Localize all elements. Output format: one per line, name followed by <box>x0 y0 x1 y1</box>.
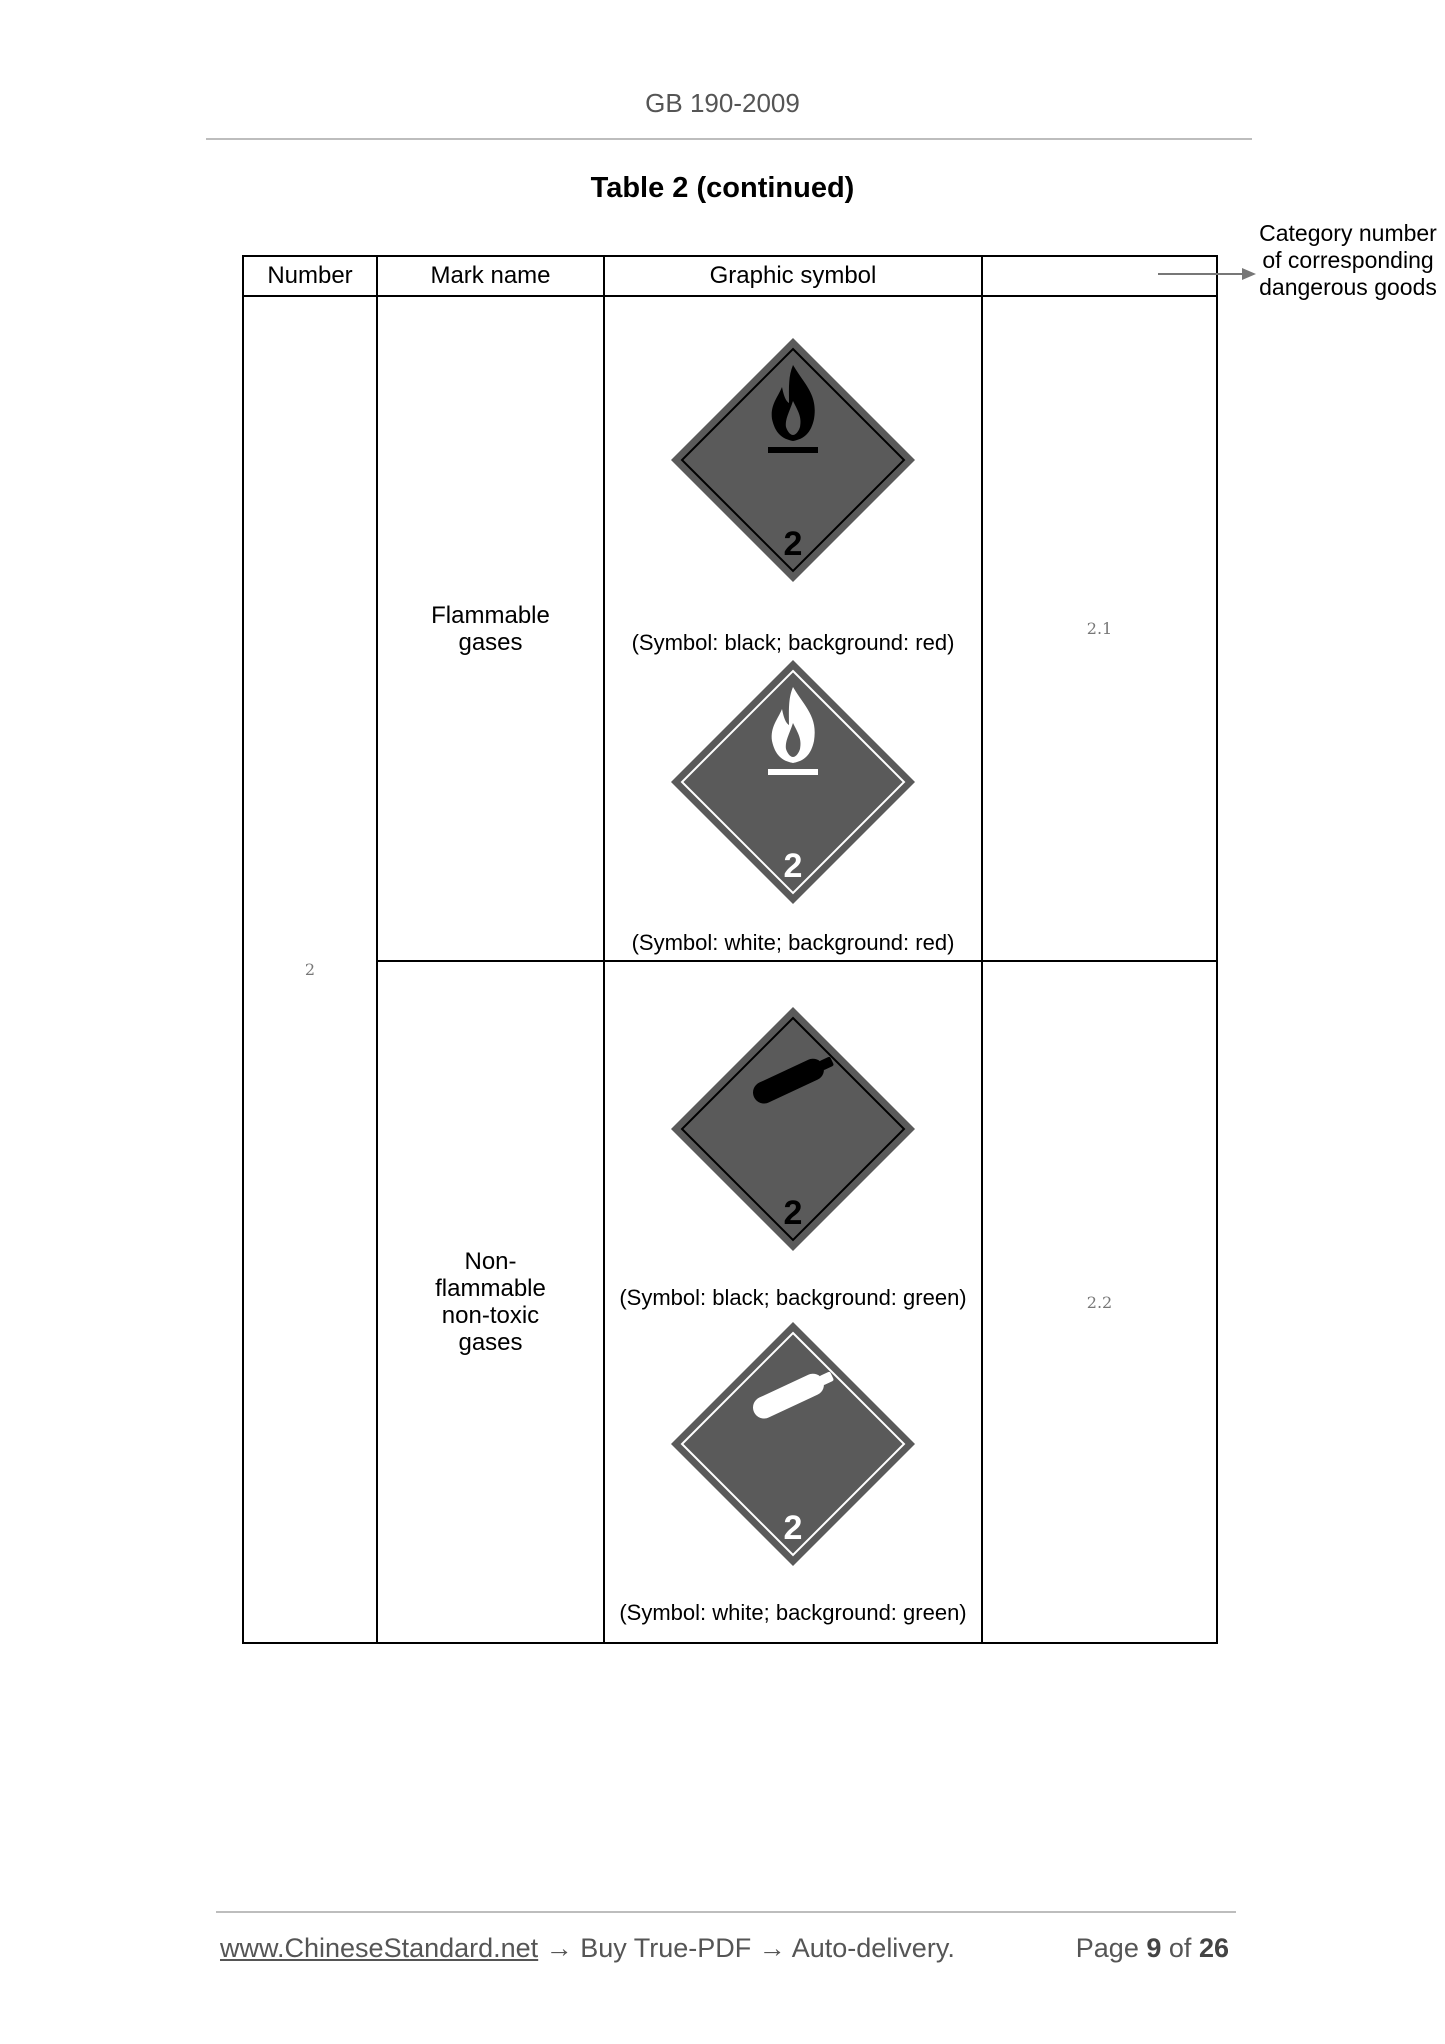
number-value: 2 <box>304 960 316 979</box>
page-label: Page <box>1075 1933 1139 1963</box>
category-cell <box>982 961 1217 1643</box>
symbol-caption: (Symbol: black; background: green) <box>619 1285 967 1310</box>
hazard-diamond-nonflammable-white <box>668 1319 918 1569</box>
mark-name-cell <box>377 296 604 961</box>
table-row <box>243 296 1217 961</box>
symbol-caption: (Symbol: white; background: red) <box>631 930 955 955</box>
symbol-caption: (Symbol: black; background: red) <box>631 630 955 655</box>
table-header-row <box>243 256 1217 296</box>
class-number-label: 2 <box>783 1194 803 1232</box>
arrow-right-icon <box>1158 266 1258 282</box>
mark-name-text: Flammable gases <box>431 601 550 656</box>
page-current: 9 <box>1146 1933 1162 1963</box>
class-number-label: 2 <box>783 1509 803 1547</box>
class-number-label: 2 <box>783 847 803 885</box>
hazard-diamond-flammable-black <box>668 335 918 585</box>
page-total: 26 <box>1198 1933 1229 1963</box>
website-link[interactable]: www.ChineseStandard.net <box>220 1933 539 1963</box>
page-indicator <box>1076 1933 1229 1964</box>
footer-divider <box>216 1911 1236 1913</box>
table-title: Table 2 (continued) <box>590 172 855 204</box>
graphic-symbol-cell <box>604 961 982 1643</box>
column-header-graphic-symbol: Graphic symbol <box>604 256 982 296</box>
header-divider <box>206 138 1252 140</box>
footer-promo <box>220 1933 955 1964</box>
class-number-label: 2 <box>783 525 803 563</box>
document-id-header: GB 190-2009 <box>645 88 800 118</box>
dangerous-goods-marks-table <box>242 255 1218 1644</box>
column-header-mark-name: Mark name <box>377 256 604 296</box>
table-row <box>243 961 1217 1643</box>
page-of-label: of <box>1168 1933 1192 1963</box>
hazard-diamond-flammable-white <box>668 657 918 907</box>
category-column-note: Category number of corresponding dangerous goods <box>1259 220 1437 300</box>
category-value: 2.2 <box>1086 1292 1113 1312</box>
mark-name-text: Non-flammable non-toxic gases <box>435 1248 546 1356</box>
graphic-symbol-cell <box>604 296 982 961</box>
footer-promo-text: → Buy True-PDF → Auto-delivery. <box>538 1933 955 1963</box>
hazard-diamond-nonflammable-black <box>668 1004 918 1254</box>
mark-name-cell <box>377 961 604 1643</box>
number-cell <box>243 296 377 1643</box>
category-value: 2.1 <box>1086 619 1113 638</box>
symbol-caption: (Symbol: white; background: green) <box>619 1600 967 1625</box>
column-header-number: Number <box>243 256 377 296</box>
category-cell <box>982 296 1217 961</box>
